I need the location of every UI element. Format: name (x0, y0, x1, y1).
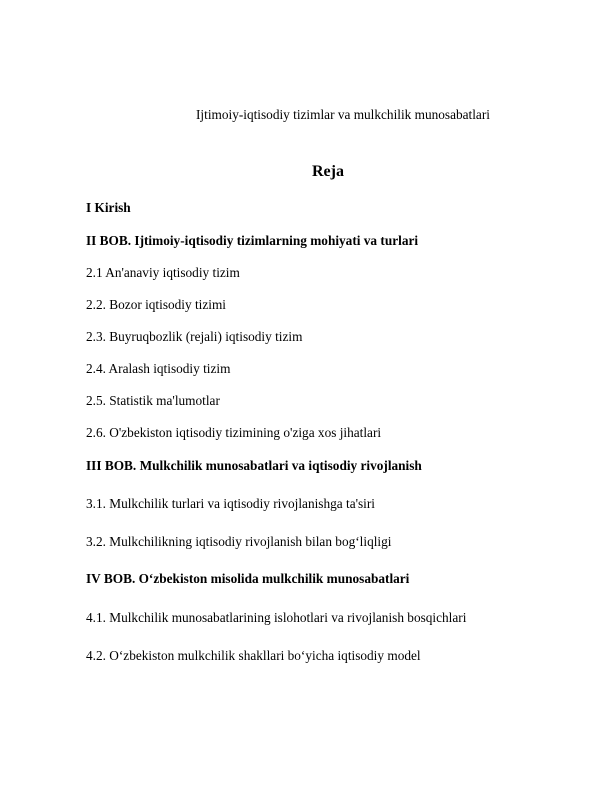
toc-item-4-2: 4.2. O‘zbekiston mulkchilik shakllari bo‘yicha iqtisodiy model (86, 648, 421, 663)
document-title: Ijtimoiy-iqtisodiy tizimlar va mulkchilik munosabatlari (196, 107, 490, 122)
toc-chapter-4: IV BOB. O‘zbekiston misolida mulkchilik munosabatlari (86, 571, 410, 586)
toc-item-2-3: 2.3. Buyruqbozlik (rejali) iqtisodiy tizim (86, 329, 303, 344)
toc-item-3-2: 3.2. Mulkchilikning iqtisodiy rivojlanish bilan bog‘liqligi (86, 534, 392, 549)
toc-item-2-1: 2.1 An'anaviy iqtisodiy tizim (86, 265, 240, 280)
toc-item-2-2: 2.2. Bozor iqtisodiy tizimi (86, 297, 226, 312)
toc-chapter-3: III BOB. Mulkchilik munosabatlari va iqtisodiy rivojlanish (86, 458, 422, 473)
toc-item-4-1: 4.1. Mulkchilik munosabatlarining islohotlari va rivojlanish bosqichlari (86, 610, 467, 625)
toc-item-3-1: 3.1. Mulkchilik turlari va iqtisodiy rivojlanishga ta'siri (86, 496, 375, 511)
toc-item-2-5: 2.5. Statistik ma'lumotlar (86, 393, 220, 408)
toc-item-2-6: 2.6. O'zbekiston iqtisodiy tizimining o'ziga xos jihatlari (86, 425, 382, 440)
toc-item-2-4: 2.4. Aralash iqtisodiy tizim (86, 361, 231, 376)
toc-chapter-2: II BOB. Ijtimoiy-iqtisodiy tizimlarning mohiyati va turlari (86, 233, 419, 248)
toc-item-intro: I Kirish (86, 200, 131, 215)
plan-heading: Reja (312, 163, 344, 180)
